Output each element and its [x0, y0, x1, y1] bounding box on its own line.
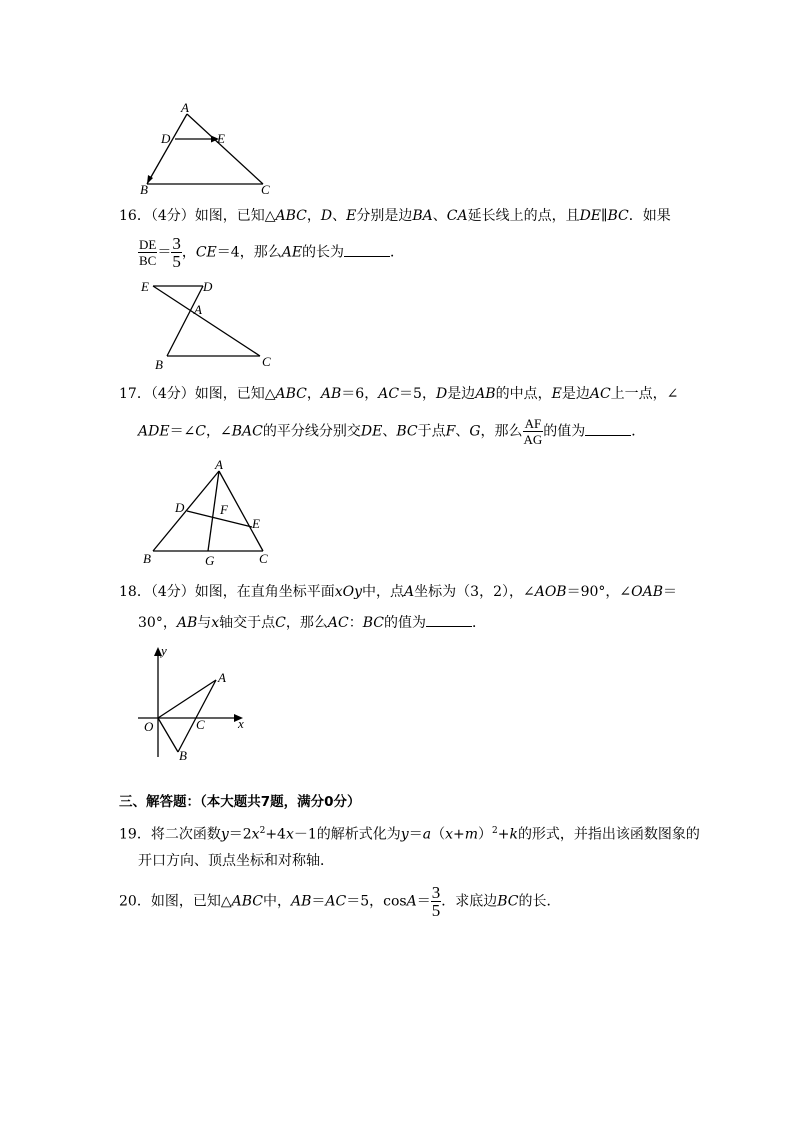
- label-b: B: [140, 182, 148, 197]
- label-c: C: [262, 354, 271, 369]
- figure-q15: [135, 100, 285, 200]
- label-a: A: [181, 100, 189, 115]
- question-18-line2: 30°，AB与x轴交于点C，那么AC：BC的值为 ．: [138, 612, 486, 633]
- fraction-af-ag: $\frac{AF}{AG}$: [523, 416, 543, 447]
- label-d: D: [161, 131, 171, 146]
- label-g: G: [205, 553, 215, 568]
- label-y: y: [161, 643, 167, 658]
- label-e: E: [141, 279, 149, 294]
- question-19-line2: 开口方向、顶点坐标和对称轴．: [138, 853, 334, 869]
- question-16-line2: $\frac{DE}{BC}$ ＝ $\frac{3}{5}$ ，CE＝4，那么AE的长为 ．: [139, 234, 405, 271]
- label-d: D: [175, 500, 185, 515]
- label-a: A: [215, 457, 223, 472]
- fraction-de-bc: $\frac{DE}{BC}$: [139, 237, 157, 268]
- figure-q17: [135, 455, 285, 570]
- label-c: C: [261, 182, 270, 197]
- question-17-line2: ADE＝∠C，∠BAC的平分线分别交DE、BC于点F、G，那么 $\frac{AF}{AG}$ 的值为 ．: [138, 416, 646, 447]
- answer-blank-17[interactable]: [585, 421, 631, 436]
- label-c: C: [259, 551, 268, 566]
- label-c: C: [196, 717, 205, 732]
- label-o: O: [144, 719, 154, 734]
- label-x: x: [238, 716, 244, 731]
- label-f: F: [220, 502, 228, 517]
- label-b: B: [179, 748, 187, 763]
- label-b: B: [143, 551, 151, 566]
- label-d: D: [203, 279, 213, 294]
- label-e: E: [252, 516, 260, 531]
- fraction-3-5: $\frac{3}{5}$: [431, 883, 441, 920]
- figure-q16: [135, 276, 285, 376]
- label-e: E: [217, 131, 225, 146]
- fraction-3-5: $\frac{3}{5}$: [172, 234, 181, 271]
- question-18-line1: 18．（4分）如图，在直角坐标平面xOy中，点A坐标为（3，2），∠AOB＝90°，∠OAB＝: [119, 584, 678, 600]
- question-16-line1: 16．（4分）如图，已知△ABC，D、E分别是边BA、CA延长线上的点，且DE∥BC．如果: [119, 208, 671, 224]
- answer-blank-18[interactable]: [426, 612, 472, 627]
- label-b: B: [155, 357, 163, 372]
- figure-q18: [130, 642, 260, 767]
- section-3-heading: 三、解答题：（本大题共7题，满分0分）: [119, 794, 361, 810]
- question-20: 20．如图，已知△ABC中，AB＝AC＝5，cosA＝ $\frac{3}{5}$ ．求底边BC的长．: [119, 883, 561, 920]
- question-17-line1: 17．（4分）如图，已知△ABC，AB＝6，AC＝5，D是边AB的中点，E是边AC上一点，∠: [119, 386, 679, 402]
- answer-blank-16[interactable]: [344, 242, 390, 257]
- question-19-line1: 19．将二次函数$y=2x^2+4x-1$的解析式化为$y=a(x+m)^2+k$的形式，并指出该函数图象的: [119, 826, 700, 843]
- label-a: A: [218, 670, 226, 685]
- label-a: A: [194, 302, 202, 317]
